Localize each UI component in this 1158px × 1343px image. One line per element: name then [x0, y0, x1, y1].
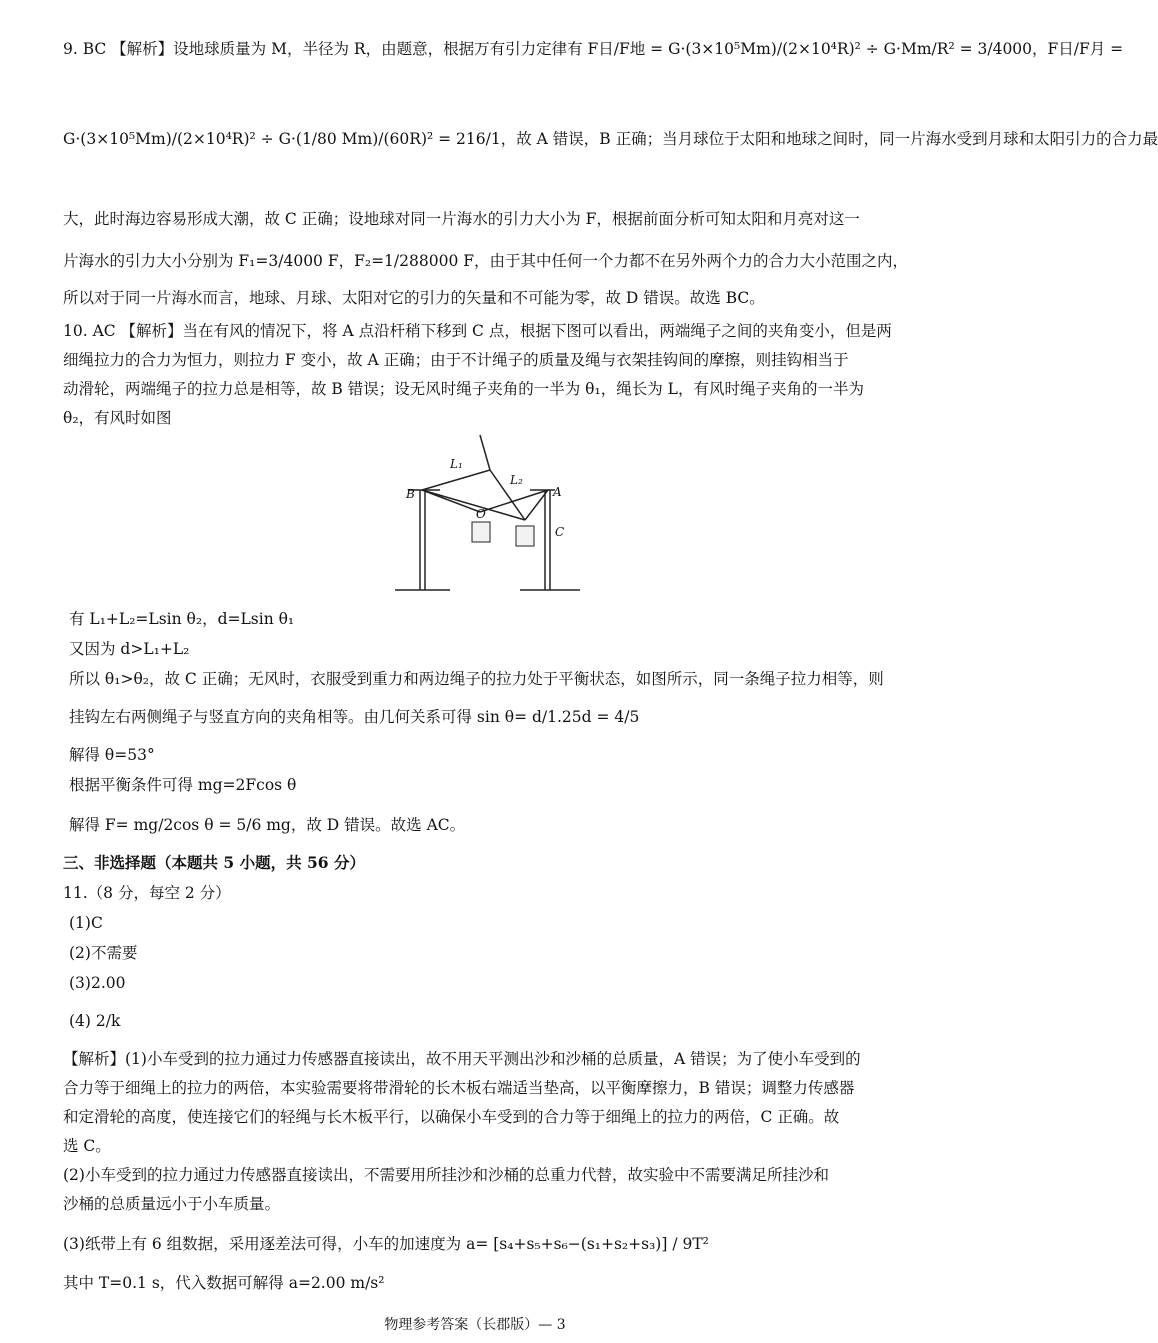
q10-line-2: 细绳拉力的合力为恒力，则拉力 F 变小，故 A 正确；由于不计绳子的质量及绳与衣架挂钩间的摩擦，则挂钩相当于 [63, 351, 849, 369]
q10-line-6: 挂钩左右两侧绳子与竖直方向的夹角相等。由几何关系可得 sin θ= d/1.25d = 4/5 [69, 708, 640, 726]
q9-formula-2: G·(3×10⁵Mm)/(2×10⁴R)² ÷ G·(1/80 Mm)/(60R)² = 216/1 [63, 130, 501, 148]
q10-line-5: 所以 θ₁>θ₂，故 C 正确；无风时，衣服受到重力和两边绳子的拉力处于平衡状态，如图所示，同一条绳子拉力相等，则 [69, 670, 884, 688]
q10-eq-5: 解得 F= mg/2cos θ = 5/6 mg，故 D 错误。故选 AC。 [69, 816, 466, 834]
q9-line-4: 片海水的引力大小分别为 F₁=3/4000 F，F₂=1/288000 F，由于其中任何一个力都不在另外两个力的合力大小范围之内， [63, 252, 908, 270]
fig-label-o: O [476, 507, 486, 521]
q10-line-3: 动滑轮，两端绳子的拉力总是相等，故 B 错误；设无风时绳子夹角的一半为 θ₁，绳长为 L，有风时绳子夹角的一半为 [63, 380, 864, 398]
fig-label-a: A [553, 485, 562, 499]
q11-analysis-1: 【解析】(1)小车受到的拉力通过力传感器直接读出，故不用天平测出沙和沙桶的总质量，A 错误；为了使小车受到的 [63, 1050, 861, 1068]
q9-line-1: 9. BC 【解析】设地球质量为 M，半径为 R，由题意，根据万有引力定律有 F日/F地 = G·(3×10⁵Mm)/(2×10⁴R)² ÷ G·Mm/R² = 3/4000，F日/F月 = [63, 40, 1124, 58]
q11-answer-4: (4) 2/k [69, 1012, 121, 1030]
q11-answer-1: (1)C [69, 914, 103, 932]
fig-label-l2: L₂ [510, 473, 523, 487]
page-footer: 物理参考答案（长郡版）— 3 [384, 1317, 566, 1333]
q11-title: 11.（8 分，每空 2 分） [63, 884, 231, 902]
q11-analysis-6: 沙桶的总质量远小于小车质量。 [63, 1195, 281, 1213]
q9-line-2: G·(3×10⁵Mm)/(2×10⁴R)² ÷ G·(1/80 Mm)/(60R)² = 216/1，故 A 错误，B 正确；当月球位于太阳和地球之间时，同一片海水受到月球和太阳引力的合力最 [63, 130, 1158, 148]
q9-line-5: 所以对于同一片海水而言，地球、月球、太阳对它的引力的矢量和不可能为零，故 D 错误。故选 BC。 [63, 289, 765, 307]
clothesline-figure [380, 430, 610, 600]
q11-analysis-2: 合力等于细绳上的拉力的两倍，本实验需要将带滑轮的长木板右端适当垫高，以平衡摩擦力，B 错误；调整力传感器 [63, 1079, 855, 1097]
q10-eq-1: 有 L₁+L₂=Lsin θ₂，d=Lsin θ₁ [69, 610, 295, 628]
q9-formula-1: F日/F地 = G·(3×10⁵Mm)/(2×10⁴R)² ÷ G·Mm/R² = 3/4000，F日/F月 = [587, 40, 1124, 58]
q11-answer-3: (3)2.00 [69, 974, 126, 992]
fig-label-b: B [406, 487, 415, 501]
q11-analysis-7: (3)纸带上有 6 组数据，采用逐差法可得，小车的加速度为 a= [s₄+s₅+s₆−(s₁+s₂+s₃)] / 9T² [63, 1235, 709, 1253]
q11-analysis-3: 和定滑轮的高度，使连接它们的轻绳与长木板平行，以确保小车受到的合力等于细绳上的拉力的两倍，C 正确。故 [63, 1108, 840, 1126]
q10-eq-4: 根据平衡条件可得 mg=2Fcos θ [69, 776, 297, 794]
q10-line-4: θ₂，有风时如图 [63, 409, 172, 427]
q11-analysis-4: 选 C。 [63, 1137, 111, 1155]
q11-analysis-5: (2)小车受到的拉力通过力传感器直接读出，不需要用所挂沙和沙桶的总重力代替，故实验中不需要满足所挂沙和 [63, 1166, 829, 1184]
section-heading: 三、非选择题（本题共 5 小题，共 56 分） [63, 853, 365, 872]
fig-label-c: C [555, 525, 565, 539]
q10-eq-2: 又因为 d>L₁+L₂ [69, 640, 190, 658]
q9-line-3: 大，此时海边容易形成大潮，故 C 正确；设地球对同一片海水的引力大小为 F，根据前面分析可知太阳和月亮对这一 [63, 210, 860, 228]
q10-eq-3: 解得 θ=53° [69, 746, 155, 764]
q10-line-1: 10. AC 【解析】当在有风的情况下，将 A 点沿杆稍下移到 C 点，根据下图可以看出，两端绳子之间的夹角变小，但是两 [63, 322, 892, 340]
q11-answer-2: (2)不需要 [69, 944, 138, 962]
fig-label-l1: L₁ [450, 457, 463, 471]
q11-analysis-8: 其中 T=0.1 s，代入数据可解得 a=2.00 m/s² [63, 1274, 385, 1292]
